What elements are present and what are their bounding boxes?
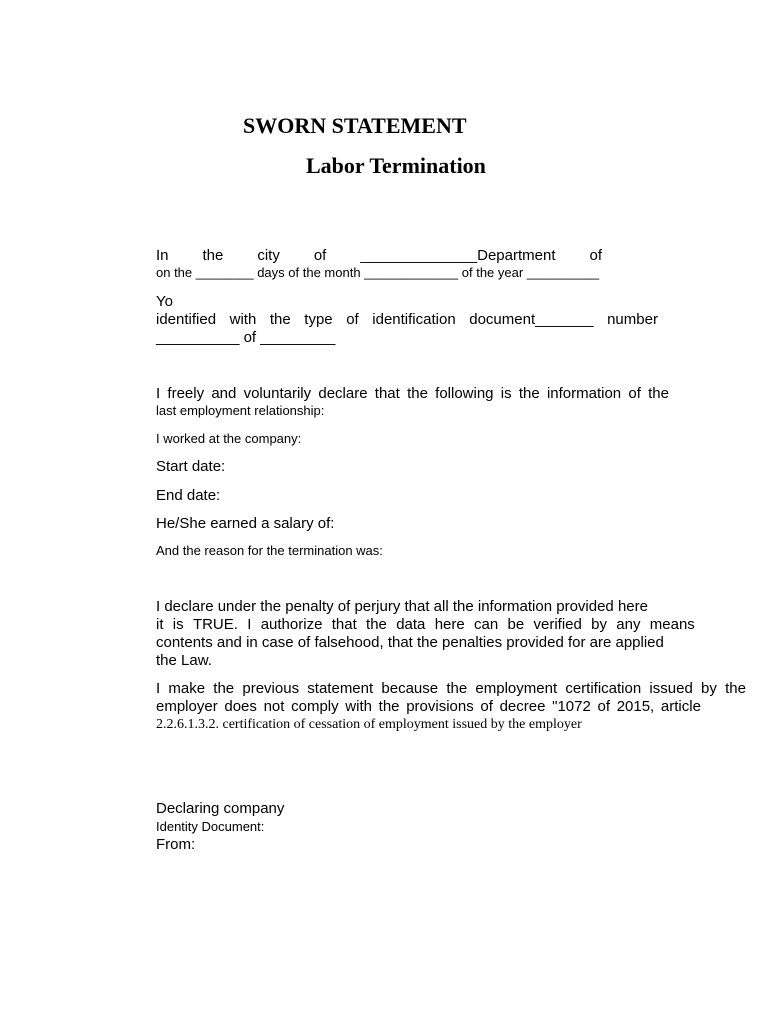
perjury-line-2 bbox=[156, 616, 695, 633]
justified-word: make bbox=[168, 680, 206, 697]
date-line: on the ________ days of the month _____________ of the year __________ bbox=[156, 265, 600, 280]
justified-word: with bbox=[345, 698, 372, 715]
company-field: I worked at the company: bbox=[156, 431, 302, 446]
justified-word: document_______ bbox=[469, 311, 594, 328]
justified-word: the bbox=[446, 680, 468, 697]
justified-word: the bbox=[213, 680, 235, 697]
justified-word: comply bbox=[291, 698, 339, 715]
justified-word: can bbox=[474, 616, 499, 633]
justified-word: type bbox=[304, 311, 333, 328]
justified-word: previous bbox=[242, 680, 300, 697]
justified-word: following bbox=[435, 385, 494, 402]
justified-word: the bbox=[269, 311, 291, 328]
justified-word: employment bbox=[475, 680, 558, 697]
justified-word: the bbox=[725, 680, 746, 697]
justified-word: In bbox=[156, 247, 169, 264]
justified-word: the bbox=[202, 247, 224, 264]
justified-word: decree bbox=[499, 698, 546, 715]
id-line-2: __________ of _________ bbox=[156, 329, 336, 346]
document-title: SWORN STATEMENT bbox=[243, 113, 467, 138]
end-date-field: End date: bbox=[156, 487, 221, 504]
justified-word: I bbox=[156, 385, 161, 402]
justified-word: identified bbox=[156, 311, 217, 328]
statement-line-1 bbox=[156, 680, 746, 697]
identity-document-label: Identity Document: bbox=[156, 819, 265, 834]
justified-word: voluntarily bbox=[243, 385, 312, 402]
justified-word: of bbox=[346, 311, 359, 328]
justified-word: identification bbox=[372, 311, 456, 328]
justified-word: I bbox=[156, 680, 161, 697]
justified-word: employer bbox=[156, 698, 218, 715]
justified-word: TRUE. bbox=[192, 616, 238, 633]
justified-word: freely bbox=[167, 385, 205, 402]
reason-field: And the reason for the termination was: bbox=[156, 543, 383, 558]
justified-word: because bbox=[381, 680, 439, 697]
justified-word: and bbox=[211, 385, 237, 402]
justified-word: the bbox=[366, 616, 387, 633]
justified-word: it bbox=[156, 616, 164, 633]
justified-word: statement bbox=[307, 680, 374, 697]
justified-word: the bbox=[518, 385, 540, 402]
perjury-line-3: contents and in case of falsehood, that the penalties provided for are applied bbox=[156, 634, 664, 651]
perjury-line-1: I declare under the penalty of perjury that all the information provided here bbox=[156, 598, 648, 615]
from-label: From: bbox=[156, 836, 196, 853]
justified-word: of bbox=[313, 247, 327, 264]
justified-word: of bbox=[589, 247, 602, 264]
justified-word: means bbox=[649, 616, 695, 633]
justified-word: authorize bbox=[260, 616, 323, 633]
justified-word: information bbox=[546, 385, 622, 402]
justified-word: 2015, bbox=[616, 698, 655, 715]
justified-word: the bbox=[648, 385, 669, 402]
justified-word: of bbox=[597, 698, 611, 715]
justified-word: "1072 bbox=[552, 698, 591, 715]
salary-field: He/She earned a salary of: bbox=[156, 515, 335, 532]
justified-word: certification bbox=[565, 680, 642, 697]
declare-line-2: last employment relationship: bbox=[156, 403, 325, 418]
justified-word: that bbox=[331, 616, 357, 633]
justified-word: not bbox=[263, 698, 285, 715]
justified-word: here bbox=[434, 616, 465, 633]
justified-word: number bbox=[607, 311, 658, 328]
statement-line-2 bbox=[156, 698, 701, 715]
yo-line: Yo bbox=[156, 293, 173, 310]
justified-word: the bbox=[378, 698, 400, 715]
city-line bbox=[156, 247, 602, 264]
justified-word: article bbox=[660, 698, 701, 715]
justified-word: of bbox=[480, 698, 493, 715]
start-date-field: Start date: bbox=[156, 458, 226, 475]
justified-word: by bbox=[591, 616, 607, 633]
statement-line-3: 2.2.6.1.3.2. certification of cessation of employment issued by the employer bbox=[156, 717, 582, 732]
justified-word: any bbox=[616, 616, 641, 633]
justified-word: is bbox=[172, 616, 184, 633]
justified-word: by bbox=[701, 680, 717, 697]
justified-word: be bbox=[507, 616, 525, 633]
justified-word: city bbox=[257, 247, 280, 264]
justified-word: I bbox=[247, 616, 252, 633]
justified-word: verified bbox=[533, 616, 582, 633]
declaring-company-label: Declaring company bbox=[156, 800, 285, 817]
justified-word: ______________Department bbox=[360, 247, 556, 264]
justified-word: with bbox=[229, 311, 257, 328]
document-subtitle: Labor Termination bbox=[306, 153, 486, 178]
justified-word: issued bbox=[649, 680, 693, 697]
declare-line bbox=[156, 385, 669, 402]
justified-word: is bbox=[500, 385, 512, 402]
justified-word: that bbox=[374, 385, 400, 402]
justified-word: the bbox=[407, 385, 428, 402]
justified-word: declare bbox=[318, 385, 368, 402]
justified-word: provisions bbox=[406, 698, 474, 715]
perjury-line-4: the Law. bbox=[156, 652, 212, 669]
justified-word: does bbox=[224, 698, 257, 715]
id-line bbox=[156, 311, 658, 328]
justified-word: data bbox=[396, 616, 426, 633]
justified-word: of bbox=[628, 385, 641, 402]
